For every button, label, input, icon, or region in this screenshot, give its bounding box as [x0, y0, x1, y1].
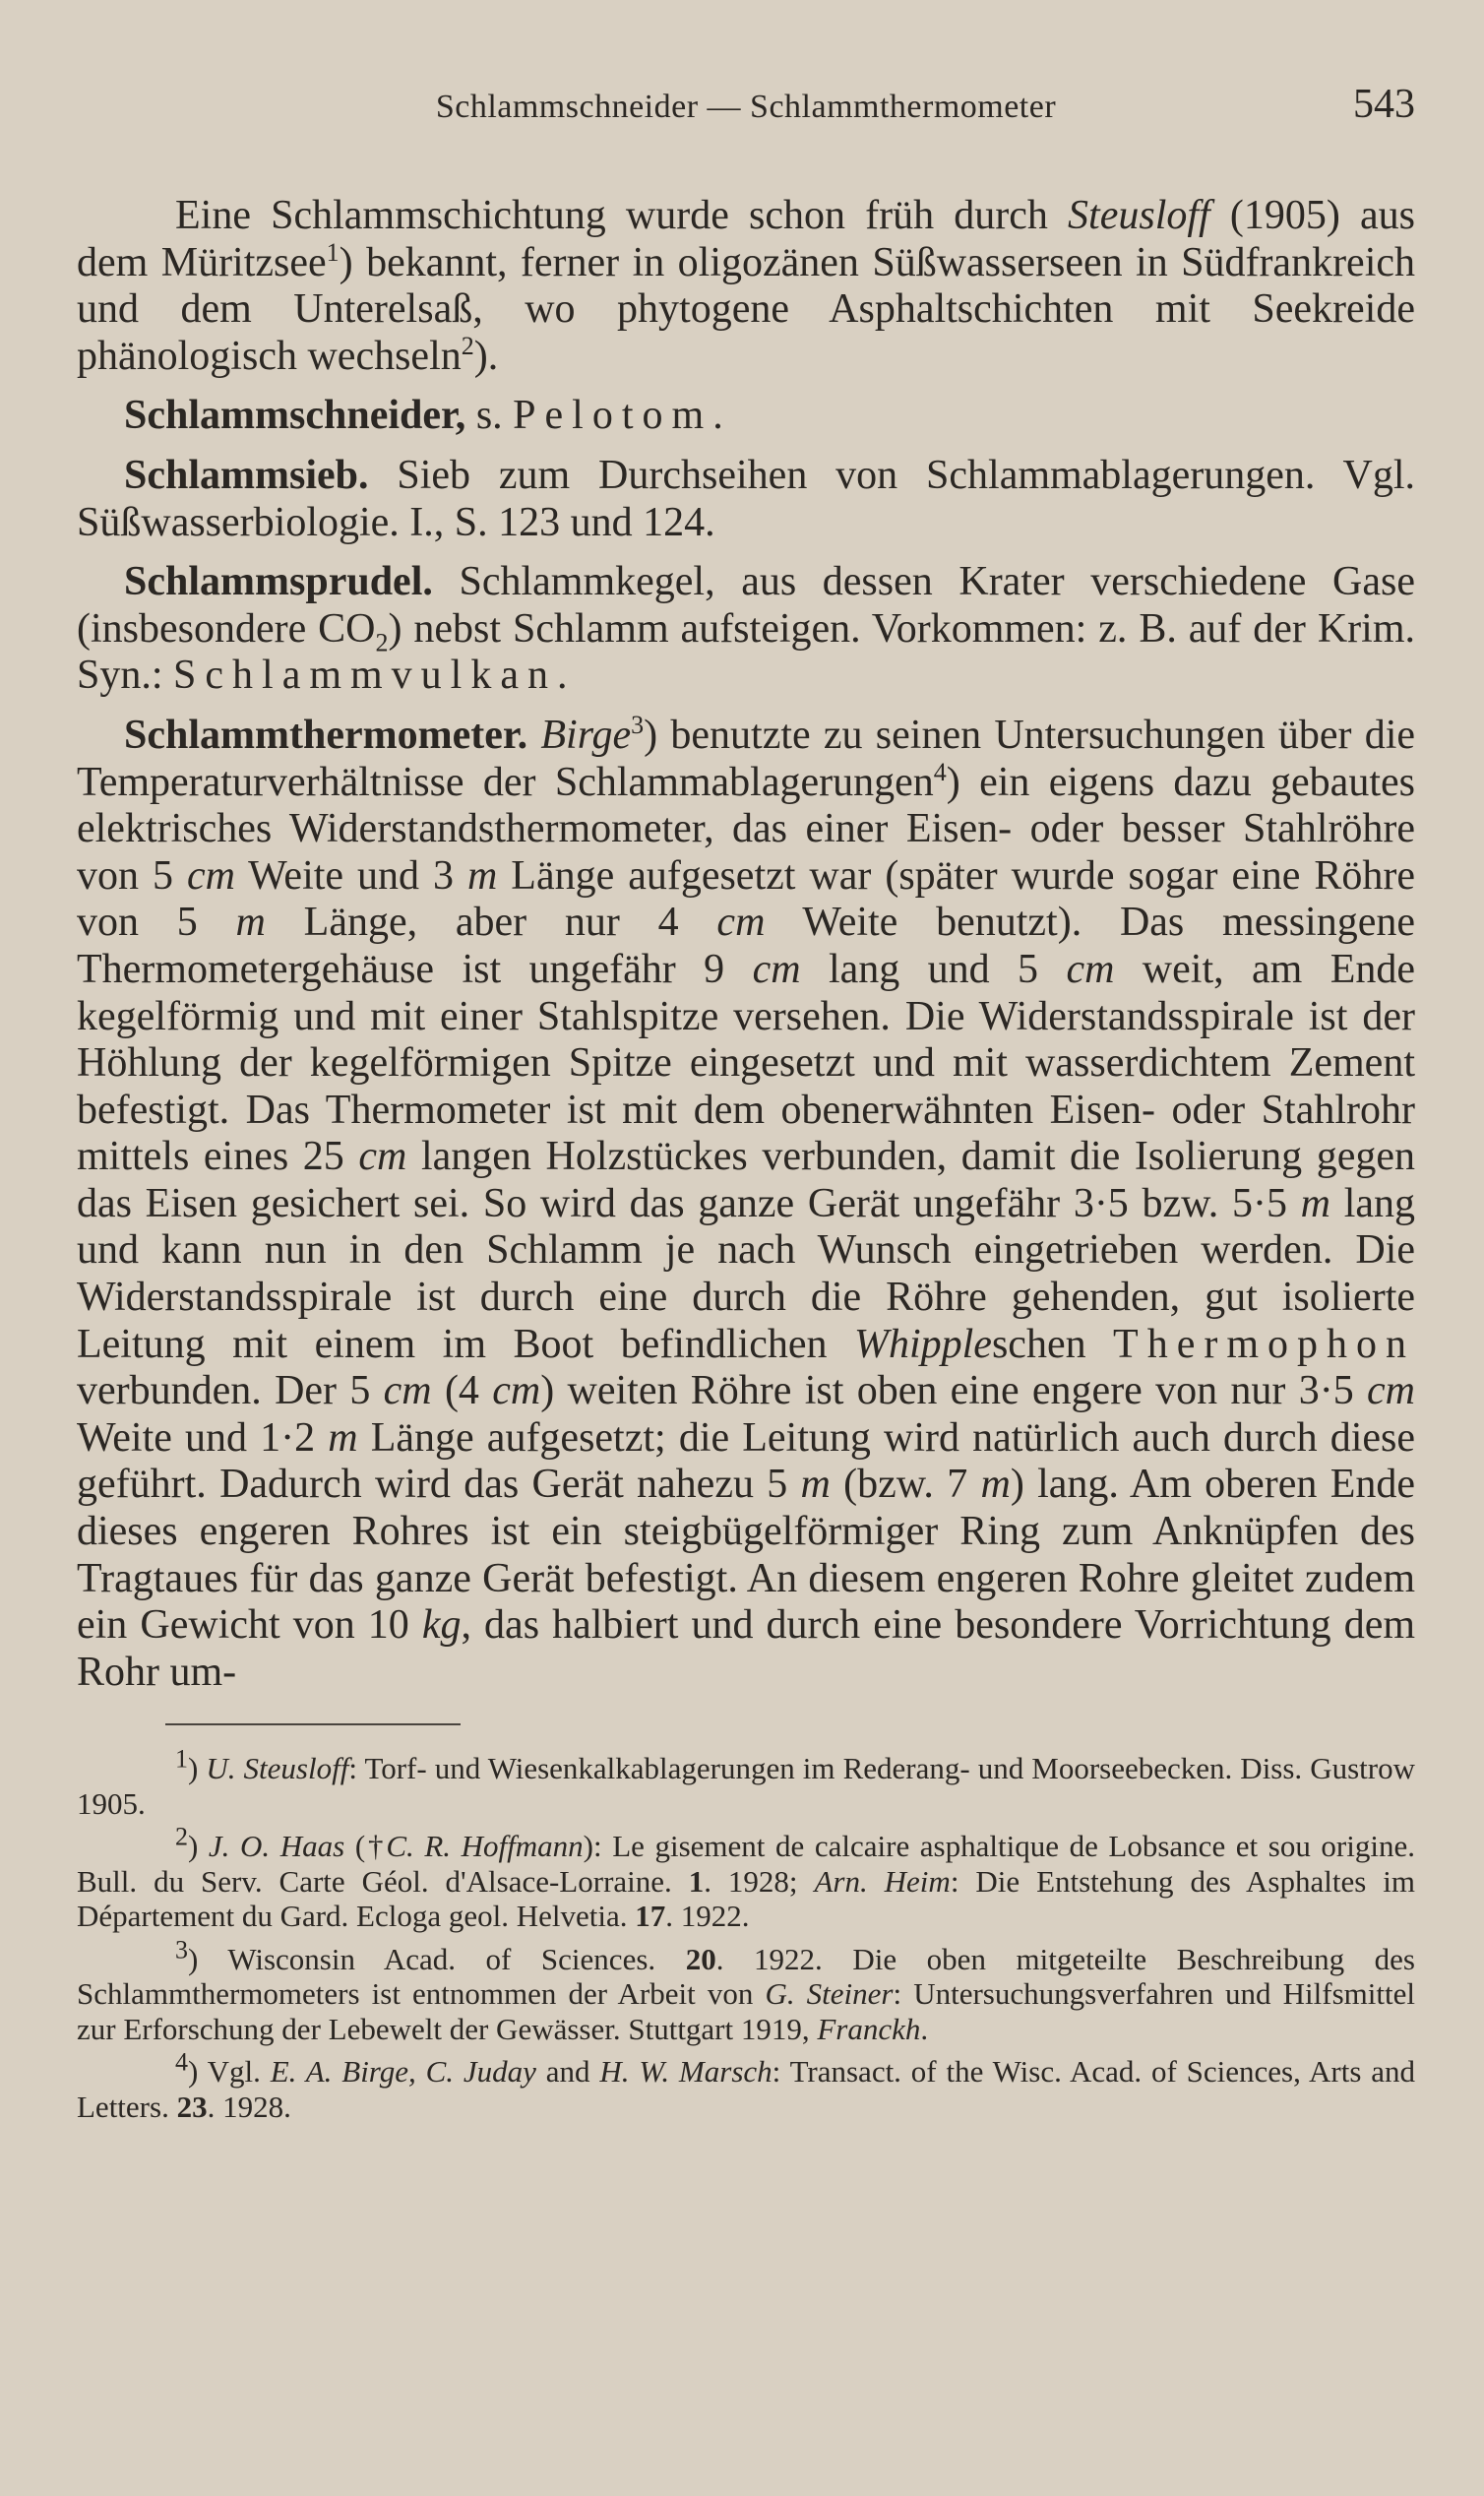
running-title: Schlammschneider — Schlammthermometer — [435, 89, 1057, 125]
entry-headword: Schlammschneider, — [124, 393, 466, 439]
footnote-ref[interactable]: 4 — [933, 757, 947, 786]
entry-headword: Schlammsieb. — [124, 452, 369, 498]
entry-schlammthermometer: Schlammthermometer. Birge$^3$) benutzte zu seinen Untersuchungen über die Temperaturverhältnisse der Schlammablagerungen$^4$) ein eigens dazu gebautes elektrisches Widerstandsthermometer, das einer Eisen- oder besser Stahlröhre von 5 cm Weite und 3 m Länge aufgesetzt war (später wurde sogar eine Röhre von 5 m Länge, aber nur 4 cm Weite benutzt). Das messingene Thermometergehäuse ist ungefähr 9 cm lang und 5 cm weit, am Ende kegelförmig und mit einer Stahlspitze versehen. Die Widerstandsspirale ist der Höhlung der kegelförmigen Spitze eingesetzt und mit wasserdichtem Zement befestigt. Das Thermometer ist mit dem obenerwähnten Eisen- oder Stahlrohr mittels eines 25 cm langen Holzstückes verbunden, damit die Isolierung gegen das Eisen gesichert sei. So wird das ganze Gerät ungefähr 3·5 bzw. 5·5 m lang und kann nun in den Schlamm je nach Wunsch eingetrieben werden. Die Widerstandsspirale ist durch eine durch die Röhre gehenden, gut isolierte Leitung mit einem im Boot befindlichen Whippleschen Thermophon verbunden. Der 5 cm (4 cm) weiten Röhre ist oben eine engere von nur 3·5 cm Weite und 1·2 m Länge aufgesetzt; die Leitung wird natürlich auch durch diese geführt. Dadurch wird das Gerät nahezu 5 m (bzw. 7 m) lang. Am oberen Ende dieses engeren Rohres ist ein steigbügelförmiger Ring zum Anknüpfen des Tragtaues für das ganze Gerät befestigt. An diesem engeren Rohre gleitet zudem ein Gewicht von 10 kg, das halbiert und durch eine besondere Vorrichtung dem Rohr um- — [77, 710, 1416, 1695]
page-number: 543 — [1353, 82, 1415, 127]
footnotes — [77, 1745, 1416, 2124]
footnote-ref[interactable]: 3 — [631, 710, 645, 739]
footnote-ref[interactable]: 2 — [461, 331, 474, 360]
footnote-4: $^4$) Vgl. E. A. Birge, C. Juday and H. W. Marsch: Transact. of the Wisc. Acad. of Sciences, Arts and Letters. 23. 1928. — [77, 2048, 1416, 2124]
intro-paragraph: Eine Schlammschichtung wurde schon früh durch Steusloff (1905) aus dem Müritzsee$^1$) bekannt, ferner in oligozänen Süßwasserseen in Südfrankreich und dem Unterelsaß, wo phytogene Asphaltschichten mit Seekreide phänologisch wechseln$^2$). — [77, 193, 1416, 379]
synonym: Schlammvulkan — [173, 653, 557, 699]
entry-schlammschneider: Schlammschneider, s. Pelotom. — [124, 393, 723, 439]
entry-schlammsieb: Schlammsieb. Sieb zum Durchseihen von Schlammablagerungen. Vgl. Süßwasserbiologie. I., S. 123 und 124. — [77, 452, 1415, 545]
footnote-1: $^1$) U. Steusloff: Torf- und Wiesenkalkablagerungen im Rederang- und Moorseebecken. Diss. Gustrow 1905. — [77, 1745, 1415, 1821]
entry-schlammsprudel: Schlammsprudel. Schlammkegel, aus dessen Krater verschiedene Gase (insbesondere $CO_2$) nebst Schlamm aufsteigen. Vorkommen: z. B. auf der Krim. Syn.: Schlammvulkan. — [77, 559, 1415, 699]
footnote-ref[interactable]: 1 — [326, 237, 340, 267]
running-head — [77, 77, 1415, 136]
footnote-separator — [165, 1723, 461, 1725]
cross-reference: Pelotom — [513, 393, 713, 439]
main-text — [77, 193, 1415, 1696]
entry-headword: Schlammsprudel. — [124, 559, 433, 605]
entry-headword: Schlammthermometer. — [124, 712, 528, 758]
footnote-3: $^3$) Wisconsin Acad. of Sciences. 20. 1922. Die oben mitgeteilte Beschreibung des Schlammthermometers ist entnommen der Arbeit von G. Steiner: Untersuchungsverfahren und Hilfsmittel zur Erforschung der Lebewelt der Gewässer. Stuttgart 1919, Franckh. — [77, 1935, 1415, 2046]
footnote-2: $^2$) J. O. Haas (†C. R. Hoffmann): Le gisement de calcaire asphaltique de Lobsance et sou origine. Bull. du Serv. Carte Géol. d'Alsace-Lorraine. 1. 1928; Arn. Heim: Die Entstehung des Asphaltes im Département du Gard. Ecloga geol. Helvetia. 17. 1922. — [77, 1823, 1415, 1934]
